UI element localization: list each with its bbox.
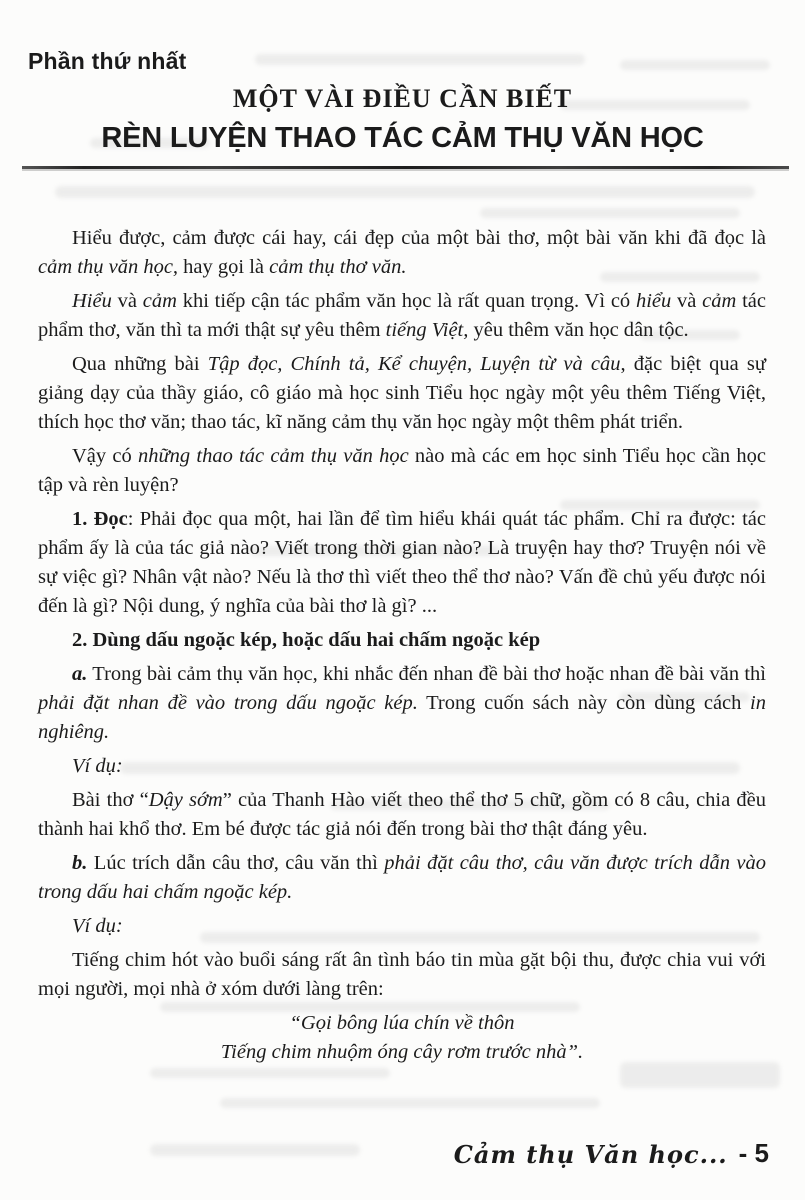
paragraph-9: Tiếng chim hót vào buổi sáng rất ân tình báo tin mùa gặt bội thu, được chia vui với mọi người, mọi nhà ở xóm dưới làng trên: <box>38 949 766 1000</box>
page-number: - 5 <box>738 1138 769 1168</box>
example-label-2: Ví dụ: <box>72 915 123 937</box>
header-divider-rule <box>22 166 789 169</box>
running-book-title: Cảm thụ Văn học... <box>453 1140 728 1169</box>
paragraph-5-doc: 1. Đọc: Phải đọc qua một, hai lần để tìm hiểu khái quát tác phẩm. Chỉ ra được: tác phẩm ấy là của tác giả nào? Viết trong thời gian nào? Là truyện hay thơ? Truyện nói về sự việc gì? Nhân vật nào? Nếu là thơ thì viết theo thể thơ nào? Vấn đề chủ yếu được nói đến là gì? Nội dung, ý nghĩa của bài thơ là gì? ... <box>38 508 766 617</box>
example-label-1: Ví dụ: <box>72 755 123 777</box>
poem-line-2: Tiếng chim nhuộm óng cây rơm trước nhà”. <box>220 1041 584 1063</box>
body-text <box>38 224 766 1067</box>
paragraph-8-b: b. Lúc trích dẫn câu thơ, câu văn thì phải đặt câu thơ, câu văn được trích dẫn vào trong dấu hai chấm ngoặc kép. <box>38 852 766 903</box>
chapter-title: RÈN LUYỆN THAO TÁC CẢM THỤ VĂN HỌC <box>101 122 704 154</box>
paragraph-1: Hiểu được, cảm được cái hay, cái đẹp của một bài thơ, một bài văn khi đã đọc là cảm thụ văn học, hay gọi là cảm thụ thơ văn. <box>38 227 766 278</box>
section-label: Phần thứ nhất <box>28 48 187 74</box>
paragraph-7: Bài thơ “Dậy sớm” của Thanh Hào viết theo thể thơ 5 chữ, gồm có 8 câu, chia đều thành hai khổ thơ. Em bé được tác giả nói đến trong bài thơ thật đáng yêu. <box>38 789 766 840</box>
chapter-subtitle: MỘT VÀI ĐIỀU CẦN BIẾT <box>232 84 573 113</box>
paragraph-4: Vậy có những thao tác cảm thụ văn học nào mà các em học sinh Tiểu học cần học tập và rèn luyện? <box>38 445 766 496</box>
paragraph-6-a: a. Trong bài cảm thụ văn học, khi nhắc đến nhan đề bài thơ hoặc nhan đề bài văn thì phải đặt nhan đề vào trong dấu ngoặc kép. Trong cuốn sách này còn dùng cách in nghiêng. <box>38 663 766 743</box>
paragraph-3: Qua những bài Tập đọc, Chính tả, Kể chuyện, Luyện từ và câu, đặc biệt qua sự giảng dạy của thầy giáo, cô giáo mà học sinh Tiểu học ngày một yêu thêm Tiếng Việt, thích học thơ văn; thao tác, kĩ năng cảm thụ văn học ngày một thêm phát triển. <box>38 353 766 433</box>
heading-2: 2. Dùng dấu ngoặc kép, hoặc dấu hai chấm ngoặc kép <box>72 629 541 651</box>
poem-line-1: “Gọi bông lúa chín về thôn <box>289 1012 515 1034</box>
page-footer <box>454 1138 769 1169</box>
paragraph-2: Hiểu và cảm khi tiếp cận tác phẩm văn học là rất quan trọng. Vì có hiểu và cảm tác phẩm thơ, văn thì ta mới thật sự yêu thêm tiếng Việt, yêu thêm văn học dân tộc. <box>38 290 766 341</box>
